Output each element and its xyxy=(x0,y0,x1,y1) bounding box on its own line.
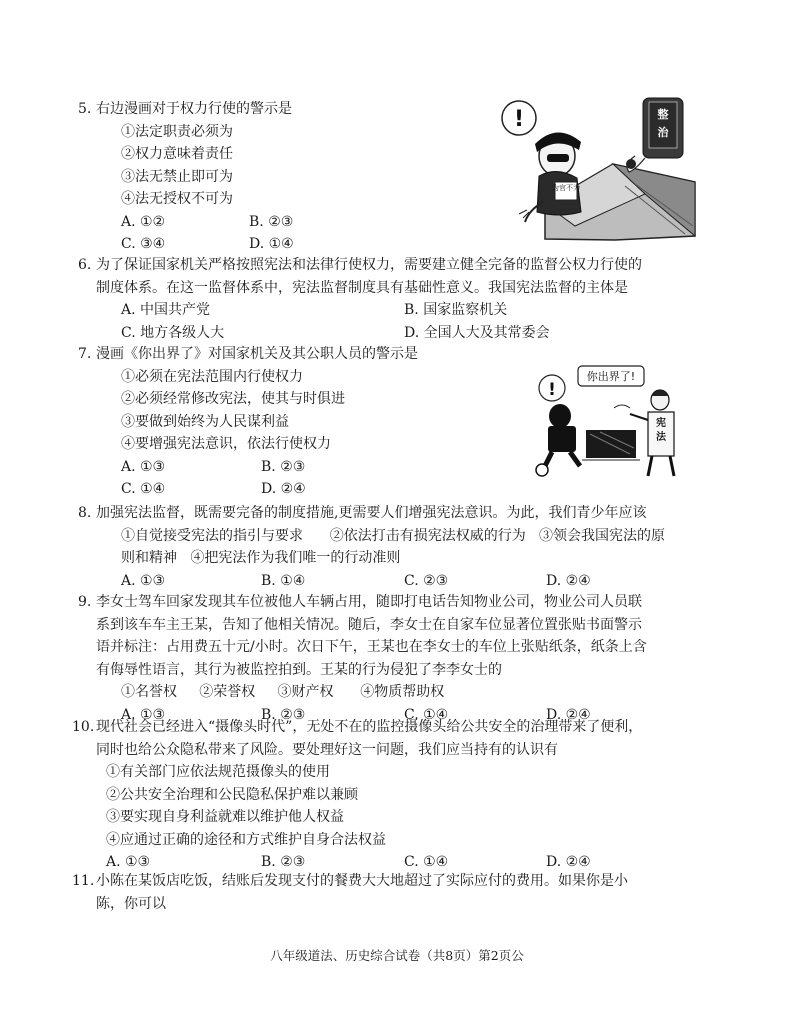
statement: ①有关部门应依法规范摄像头的使用 xyxy=(106,764,330,780)
cartoon1-exclaim: ! xyxy=(513,107,525,132)
choice-d[interactable]: D. ②④ xyxy=(261,481,306,497)
question-11 xyxy=(72,870,706,915)
statement: ④要增强宪法意识，依法行使权力 xyxy=(121,436,331,452)
question-stem-line: 有侮辱性语言，其行为被监控拍到。王某的行为侵犯了李李女士的 xyxy=(96,661,502,678)
choice-d[interactable]: D. ②④ xyxy=(546,854,591,870)
question-stem-line: 加强宪法监督，既需要完备的制度措施,更需要人们增强宪法意识。为此，我们青少年应该 xyxy=(96,505,647,521)
question-stem-line: 小陈在某饭店吃饭，结账后发现支付的餐费大大地超过了实际应付的费用。如果你是小 xyxy=(96,873,628,889)
question-number: 11. xyxy=(72,873,95,889)
question-stem-line: 系到该车车主王某，告知了他相关情况。随后，李女士在自家车位显著位置张贴书面警示 xyxy=(96,616,642,633)
question-number: 7. xyxy=(78,346,92,362)
cartoon-image-out-of-bounds xyxy=(530,360,700,480)
statement: ④应通过正确的途径和方式维护自身合法权益 xyxy=(106,831,386,848)
cartoon1-hand-label-2: 治 xyxy=(657,126,669,139)
statement: ②公共安全治理和公民隐私保护难以兼顾 xyxy=(106,786,358,803)
choice-c[interactable]: C. ①④ xyxy=(404,706,449,723)
question-stem-line: 同时也给公众隐私带来了风险。要处理好这一问题，我们应当持有的认识有 xyxy=(96,741,558,758)
cartoon2-label-1: 宪 xyxy=(656,418,666,429)
statement: ③法无禁止即可为 xyxy=(121,168,233,185)
statement: ①必须在宪法范围内行使权力 xyxy=(121,368,303,385)
choice-b[interactable]: B. ②③ xyxy=(261,854,306,870)
question-stem: 右边漫画对于权力行使的警示是 xyxy=(96,101,292,117)
question-number: 10. xyxy=(72,719,95,735)
page-footer: 八年级道法、历史综合试卷（共8页）第2页公 xyxy=(270,948,524,963)
question-number: 5. xyxy=(78,101,92,117)
statement-line: 则和精神 ④把宪法作为我们唯一的行动准则 xyxy=(121,550,401,566)
choice-b[interactable]: B. ②③ xyxy=(261,706,306,723)
choice-d[interactable]: D. 全国人大及其常委会 xyxy=(404,324,550,341)
statement: ④法无授权不可为 xyxy=(121,191,233,207)
cartoon1-hand-label-1: 整 xyxy=(657,108,669,121)
choice-b[interactable]: B. ②③ xyxy=(261,458,306,475)
cartoon2-bubble-text: 你出界了! xyxy=(586,370,636,383)
cartoon2-exclaim: ! xyxy=(548,380,556,400)
cartoon1-person-label: 为官不为 xyxy=(552,184,580,192)
statement-line: ①名誉权 ②荣誉权 ③财产权 ④物质帮助权 xyxy=(121,684,445,700)
statement: ③要实现自身利益就难以维护他人权益 xyxy=(106,809,344,825)
statement: ③要做到始终为人民谋利益 xyxy=(121,413,289,430)
choice-b[interactable]: B. 国家监察机关 xyxy=(404,302,508,318)
statement-line: ①自觉接受宪法的指引与要求 ②依法打击有损宪法权威的行为 ③领会我国宪法的原 xyxy=(121,527,666,544)
cartoon-image-officials xyxy=(495,94,705,242)
choice-c[interactable]: C. ③④ xyxy=(121,236,166,252)
question-stem-line: 现代社会已经进入“摄像头时代”，无处不在的监控摄像头给公共安全的治理带来了便利， xyxy=(96,719,643,735)
choice-c[interactable]: C. ①④ xyxy=(404,854,449,870)
statement: ②权力意味着责任 xyxy=(121,146,233,162)
choice-a[interactable]: A. 中国共产党 xyxy=(121,302,211,318)
question-number: 8. xyxy=(78,505,92,521)
choice-a[interactable]: A. ①③ xyxy=(106,854,151,870)
choice-c[interactable]: C. ②③ xyxy=(404,572,449,589)
choice-c[interactable]: C. 地方各级人大 xyxy=(121,324,225,341)
question-10 xyxy=(72,716,706,874)
statement: ②必须经常修改宪法，使其与时俱进 xyxy=(121,391,345,407)
choice-d[interactable]: D. ②④ xyxy=(546,572,591,589)
choice-d[interactable]: D. ②④ xyxy=(546,706,591,723)
question-stem-line: 语并标注：占用费五十元/小时。次日下午，王某也在李女士的车位上张贴纸条，纸条上含 xyxy=(96,639,647,655)
question-stem-line: 制度体系。在这一监督体系中，宪法监督制度具有基础性意义。我国宪法监督的主体是 xyxy=(96,279,628,296)
question-stem-line: 陈，你可以 xyxy=(96,895,166,912)
question-8 xyxy=(78,502,706,592)
question-9 xyxy=(78,591,706,726)
cartoon2-label-2: 法 xyxy=(656,432,666,443)
choice-b[interactable]: B. ①④ xyxy=(261,572,306,589)
choice-a[interactable]: A. ①② xyxy=(121,213,166,230)
choice-b[interactable]: B. ②③ xyxy=(249,213,294,230)
question-number: 6. xyxy=(78,257,92,273)
choice-a[interactable]: A. ①③ xyxy=(121,458,166,475)
question-number: 9. xyxy=(78,594,92,610)
question-stem-line: 为了保证国家机关严格按照宪法和法律行使权力，需要建立健全完备的监督公权力行使的 xyxy=(96,257,642,273)
choice-a[interactable]: A. ①③ xyxy=(121,572,166,589)
choice-c[interactable]: C. ①④ xyxy=(121,481,166,497)
choice-d[interactable]: D. ①④ xyxy=(249,236,294,252)
choice-a[interactable]: A. ①③ xyxy=(121,706,166,723)
question-stem: 漫画《你出界了》对国家机关及其公职人员的警示是 xyxy=(96,346,418,362)
statement: ①法定职责必须为 xyxy=(121,123,233,140)
question-6 xyxy=(78,254,706,344)
question-stem-line: 李女士驾车回家发现其车位被他人车辆占用，随即打电话告知物业公司，物业公司人员联 xyxy=(96,594,642,610)
